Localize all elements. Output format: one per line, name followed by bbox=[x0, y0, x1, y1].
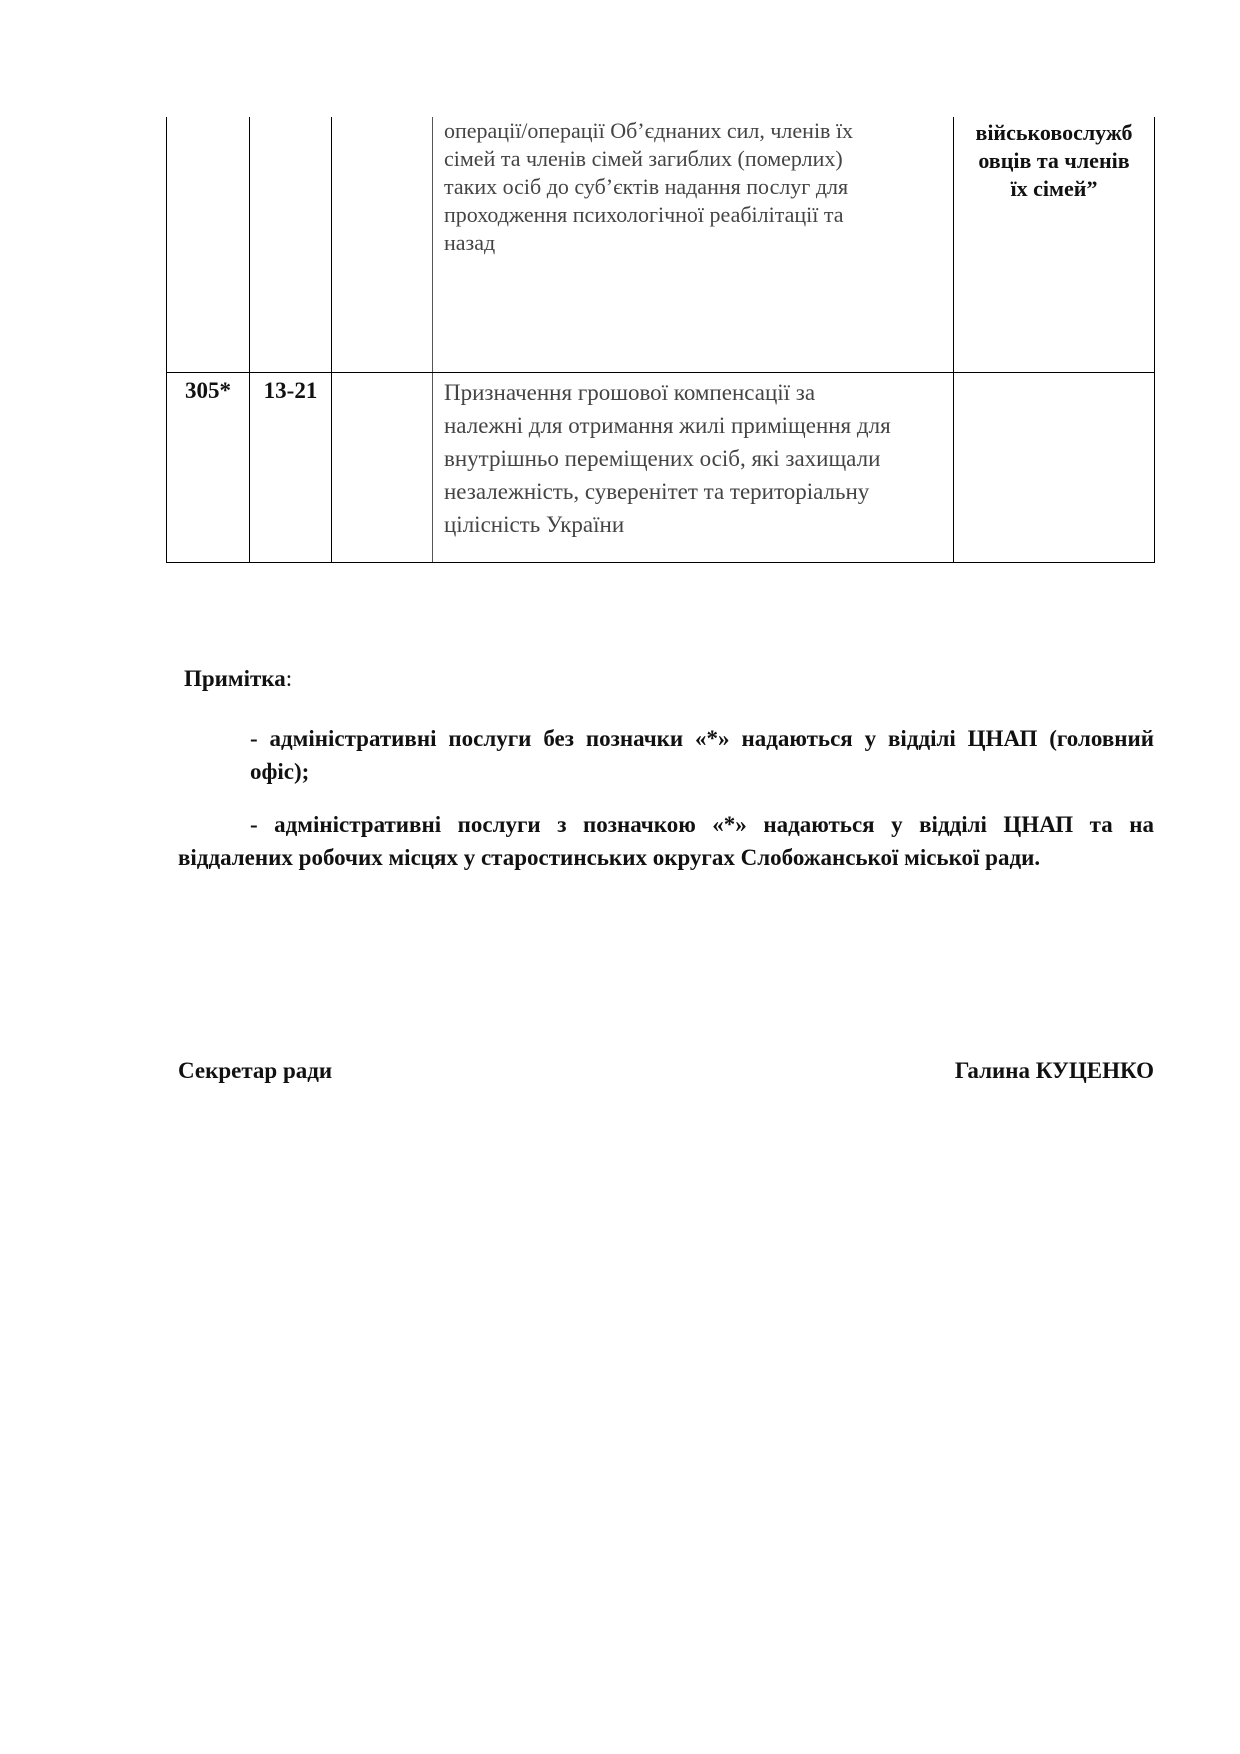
row-number bbox=[167, 117, 250, 373]
table-row bbox=[167, 117, 1155, 373]
row-number: 305* bbox=[167, 373, 250, 563]
note-item-main-office: - адміністративні послуги без позначки «*» надаються у відділі ЦНАП (головний офіс); bbox=[250, 726, 1154, 784]
row-note bbox=[954, 373, 1155, 563]
row-blank-cell bbox=[332, 373, 433, 563]
note-line: їх сімей” bbox=[1010, 176, 1098, 201]
description-line: внутрішньо переміщених осіб, які захищали bbox=[444, 446, 881, 471]
row-note bbox=[954, 117, 1155, 373]
description-line: незалежність, суверенітет та територіальну bbox=[444, 479, 870, 504]
services-table bbox=[166, 117, 1155, 563]
description-line: операції/операції Об’єднаних сил, членів їх bbox=[444, 118, 854, 143]
row-description bbox=[433, 117, 954, 373]
note-heading-text: Примітка bbox=[184, 666, 286, 691]
note-line: військовослужб bbox=[975, 120, 1133, 145]
note-line: овців та членів bbox=[978, 148, 1130, 173]
description-line: цілісність України bbox=[444, 512, 625, 537]
row-code bbox=[250, 117, 332, 373]
row-description bbox=[433, 373, 954, 563]
description-line: назад bbox=[444, 230, 496, 255]
description-line: сімей та членів сімей загиблих (померлих) bbox=[444, 146, 843, 171]
note-heading-colon: : bbox=[285, 666, 293, 691]
note-item-remote-offices: - адміністративні послуги з позначкою «*» надаються у відділі ЦНАП та на віддалених робочих місцях у старостинських округах Слобожанської міської ради. bbox=[178, 812, 1154, 870]
table-row bbox=[167, 373, 1155, 563]
row-code: 13-21 bbox=[250, 373, 332, 563]
signature-position: Секретар ради bbox=[178, 1058, 333, 1083]
description-line: проходження психологічної реабілітації та bbox=[444, 202, 844, 227]
note-heading bbox=[184, 666, 292, 692]
description-line: Призначення грошової компенсації за bbox=[444, 380, 816, 405]
row-blank-cell bbox=[332, 117, 433, 373]
description-line: належні для отримання жилі приміщення для bbox=[444, 413, 891, 438]
signature-name: Галина КУЦЕНКО bbox=[954, 1058, 1154, 1083]
description-line: таких осіб до суб’єктів надання послуг для bbox=[444, 174, 849, 199]
